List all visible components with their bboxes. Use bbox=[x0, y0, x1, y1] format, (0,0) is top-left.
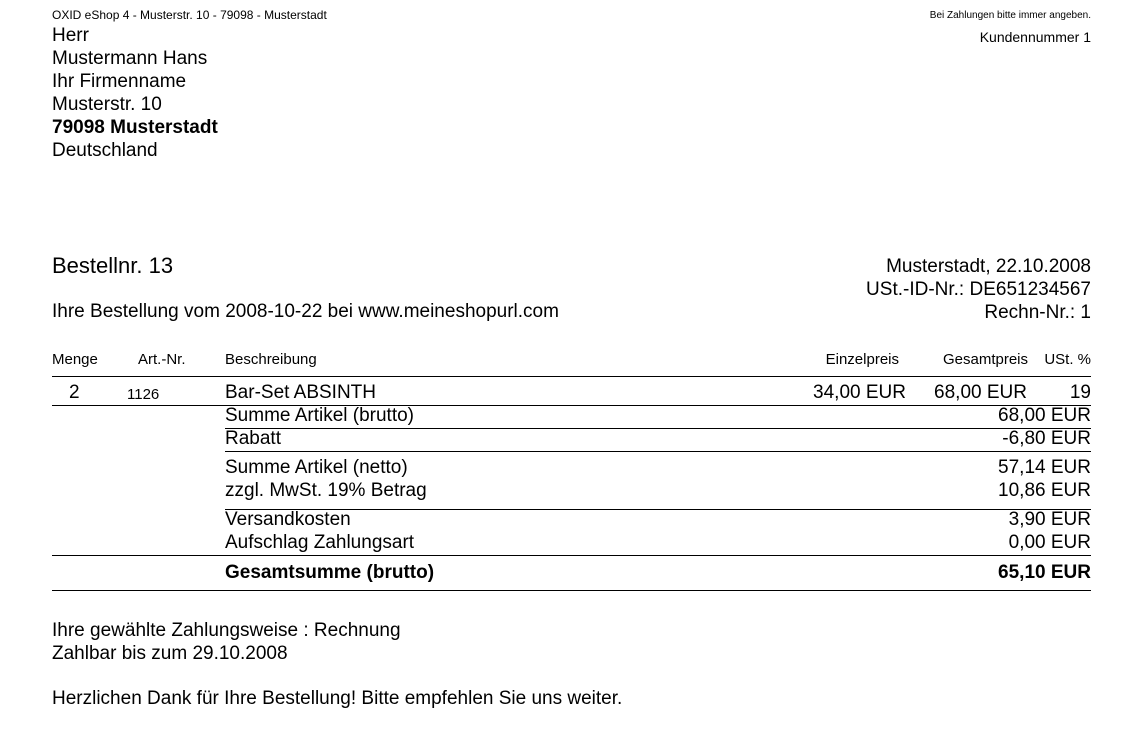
col-desc-header: Beschreibung bbox=[225, 351, 317, 368]
col-unit-header: Einzelpreis bbox=[825, 351, 899, 368]
summary-divider bbox=[225, 428, 1091, 429]
place-date: Musterstadt, 22.10.2008 bbox=[886, 256, 1091, 277]
col-total-header: Gesamtpreis bbox=[942, 351, 1028, 368]
item-desc: Bar-Set ABSINTH bbox=[225, 382, 376, 403]
col-qty-header: Menge bbox=[52, 351, 98, 368]
address-salutation: Herr bbox=[52, 25, 89, 46]
summary-value: 10,86 EUR bbox=[998, 480, 1091, 501]
item-unit-price: 34,00 EUR bbox=[813, 382, 906, 403]
item-art: 1126 bbox=[127, 386, 160, 403]
total-top-divider bbox=[52, 555, 1091, 556]
summary-label: Summe Artikel (brutto) bbox=[225, 405, 414, 426]
payment-notice: Bei Zahlungen bitte immer angeben. bbox=[929, 10, 1091, 21]
table-bottom-divider bbox=[52, 590, 1091, 591]
item-divider bbox=[52, 405, 1091, 406]
due-date: Zahlbar bis zum 29.10.2008 bbox=[52, 643, 288, 664]
grand-total-label: Gesamtsumme (brutto) bbox=[225, 562, 435, 583]
summary-label: Summe Artikel (netto) bbox=[225, 457, 408, 478]
address-street: Musterstr. 10 bbox=[52, 94, 162, 115]
item-total-price: 68,00 EUR bbox=[934, 382, 1027, 403]
order-from: Ihre Bestellung vom 2008-10-22 bei www.meineshopurl.com bbox=[52, 301, 559, 322]
thanks-note: Herzlichen Dank für Ihre Bestellung! Bitte empfehlen Sie uns weiter. bbox=[52, 688, 623, 709]
summary-divider bbox=[225, 509, 1091, 510]
item-qty: 2 bbox=[69, 382, 80, 403]
address-name: Mustermann Hans bbox=[52, 48, 208, 69]
vat-id: USt.-ID-Nr.: DE651234567 bbox=[866, 279, 1091, 300]
col-vat-header: USt. % bbox=[1044, 351, 1091, 368]
summary-value: 68,00 EUR bbox=[998, 405, 1091, 426]
col-art-header: Art.-Nr. bbox=[138, 351, 186, 368]
summary-label: Aufschlag Zahlungsart bbox=[225, 532, 415, 553]
summary-value: 0,00 EUR bbox=[1008, 532, 1091, 553]
order-meta bbox=[866, 255, 1091, 324]
address-country: Deutschland bbox=[52, 140, 158, 161]
summary-label: zzgl. MwSt. 19% Betrag bbox=[225, 480, 427, 501]
payment-method: Ihre gewählte Zahlungsweise : Rechnung bbox=[52, 620, 401, 641]
order-number: Bestellnr. 13 bbox=[52, 253, 174, 278]
item-vat: 19 bbox=[1069, 382, 1091, 403]
header-divider bbox=[52, 376, 1091, 377]
summary-value: 57,14 EUR bbox=[998, 457, 1091, 478]
summary-value: -6,80 EUR bbox=[1002, 428, 1091, 449]
recipient-address bbox=[52, 24, 218, 162]
address-company: Ihr Firmenname bbox=[52, 71, 187, 92]
summary-label: Rabatt bbox=[225, 428, 281, 449]
invoice-number: Rechn-Nr.: 1 bbox=[984, 302, 1091, 323]
summary-label: Versandkosten bbox=[225, 509, 351, 530]
sender-line: OXID eShop 4 - Musterstr. 10 - 79098 - Musterstadt bbox=[52, 8, 327, 22]
grand-total-value: 65,10 EUR bbox=[998, 562, 1091, 583]
address-city: 79098 Musterstadt bbox=[52, 117, 218, 138]
summary-value: 3,90 EUR bbox=[1008, 509, 1091, 530]
summary-divider bbox=[225, 451, 1091, 452]
customer-number: Kundennummer 1 bbox=[979, 29, 1091, 45]
